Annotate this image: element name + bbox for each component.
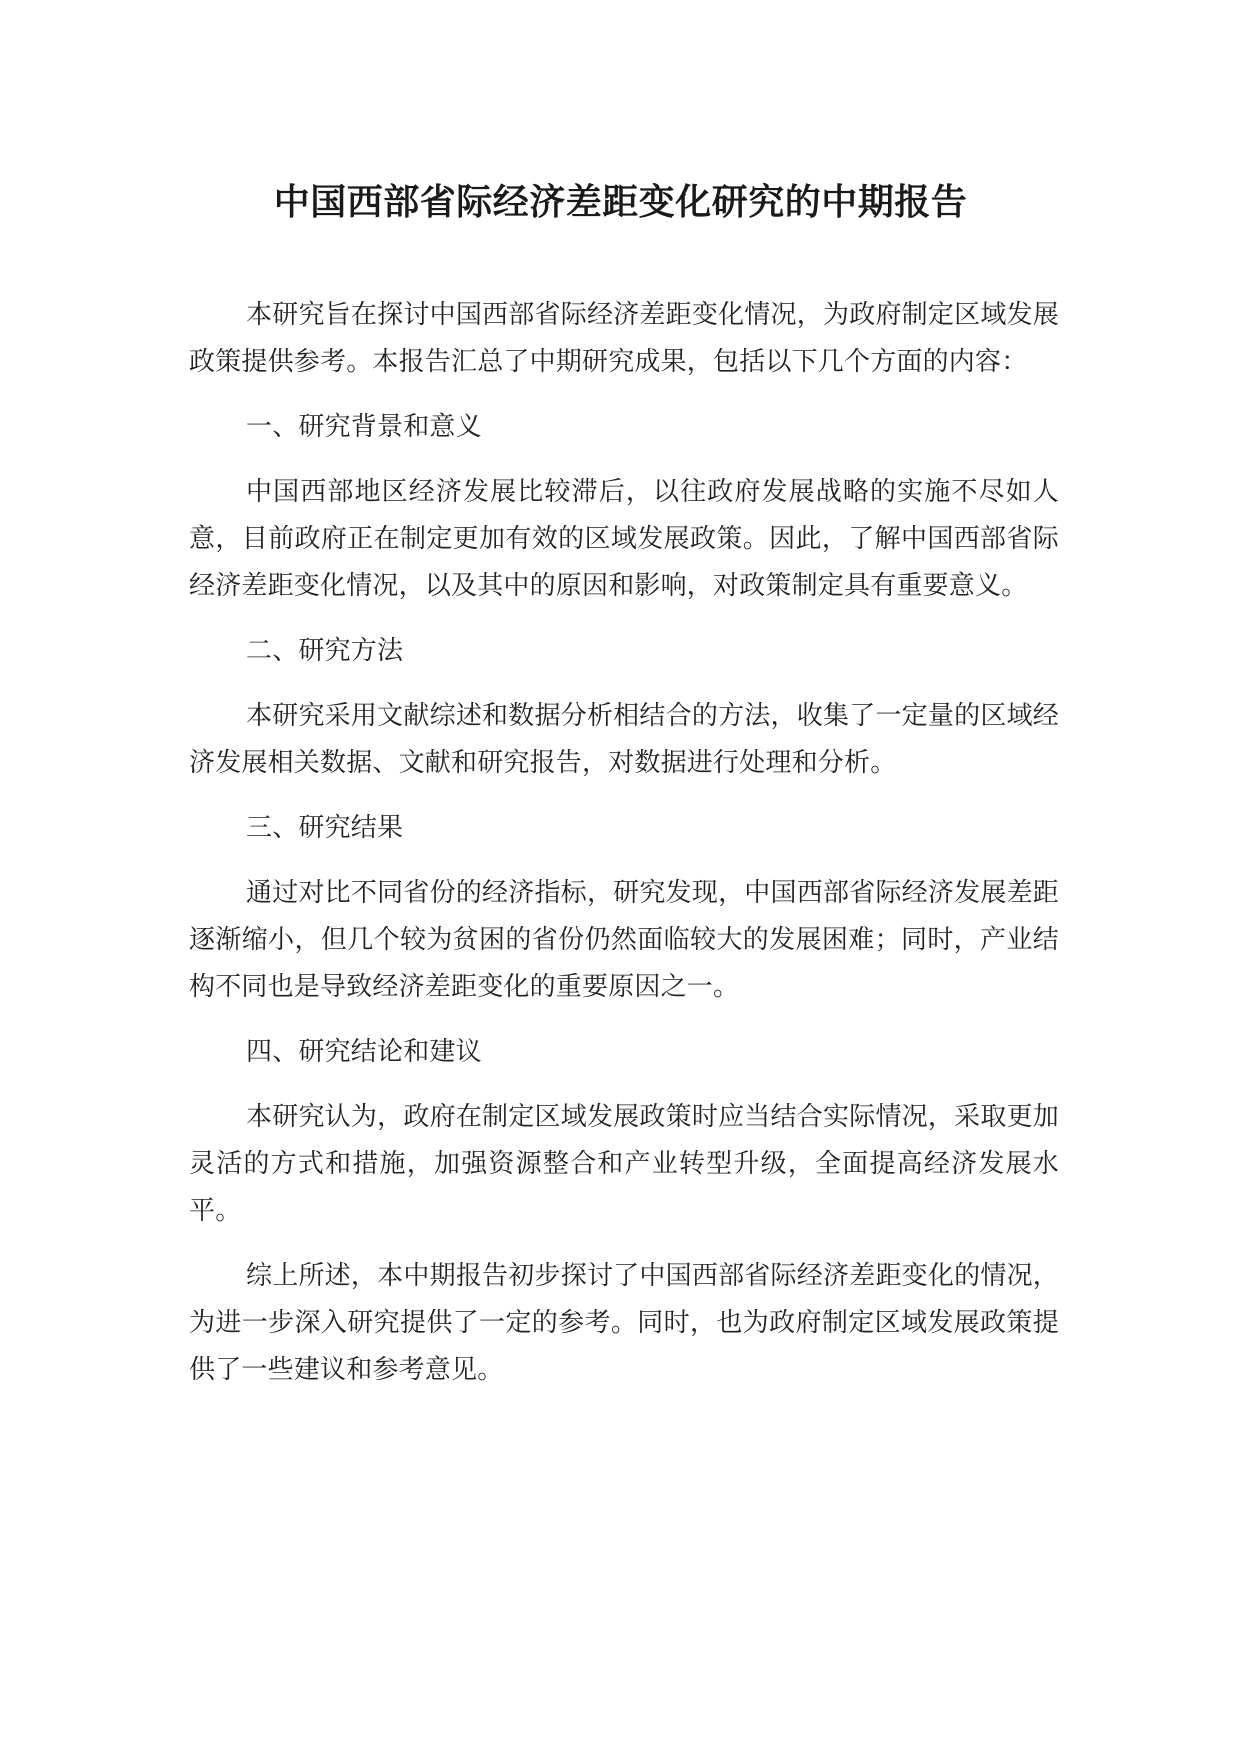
intro-paragraph: 本研究旨在探讨中国西部省际经济差距变化情况，为政府制定区域发展政策提供参考。本报告汇总了中期研究成果，包括以下几个方面的内容： (189, 300, 1059, 377)
section-body-conclusions: 本研究认为，政府在制定区域发展政策时应当结合实际情况，采取更加灵活的方式和措施，加强资源整合和产业转型升级，全面提高经济发展水平。 (189, 1102, 1059, 1226)
section-body-method: 本研究采用文献综述和数据分析相结合的方法，收集了一定量的区域经济发展相关数据、文献和研究报告，对数据进行处理和分析。 (189, 701, 1059, 778)
section-heading-conclusions: 四、研究结论和建议 (246, 1037, 482, 1067)
section-heading-method: 二、研究方法 (246, 636, 404, 666)
section-heading-background: 一、研究背景和意义 (246, 412, 482, 442)
section-heading-results: 三、研究结果 (246, 813, 404, 843)
summary-paragraph: 综上所述，本中期报告初步探讨了中国西部省际经济差距变化的情况，为进一步深入研究提供了一定的参考。同时，也为政府制定区域发展政策提供了一些建议和参考意见。 (189, 1261, 1059, 1385)
section-body-background: 中国西部地区经济发展比较滞后，以往政府发展战略的实施不尽如人意，目前政府正在制定更加有效的区域发展政策。因此，了解中国西部省际经济差距变化情况，以及其中的原因和影响，对政策制定具有重要意义。 (189, 477, 1059, 601)
section-body-results: 通过对比不同省份的经济指标，研究发现，中国西部省际经济发展差距逐渐缩小，但几个较为贫困的省份仍然面临较大的发展困难；同时，产业结构不同也是导致经济差距变化的重要原因之一。 (189, 878, 1059, 1002)
document-body (189, 292, 1059, 1412)
document-title: 中国西部省际经济差距变化研究的中期报告 (273, 182, 968, 223)
